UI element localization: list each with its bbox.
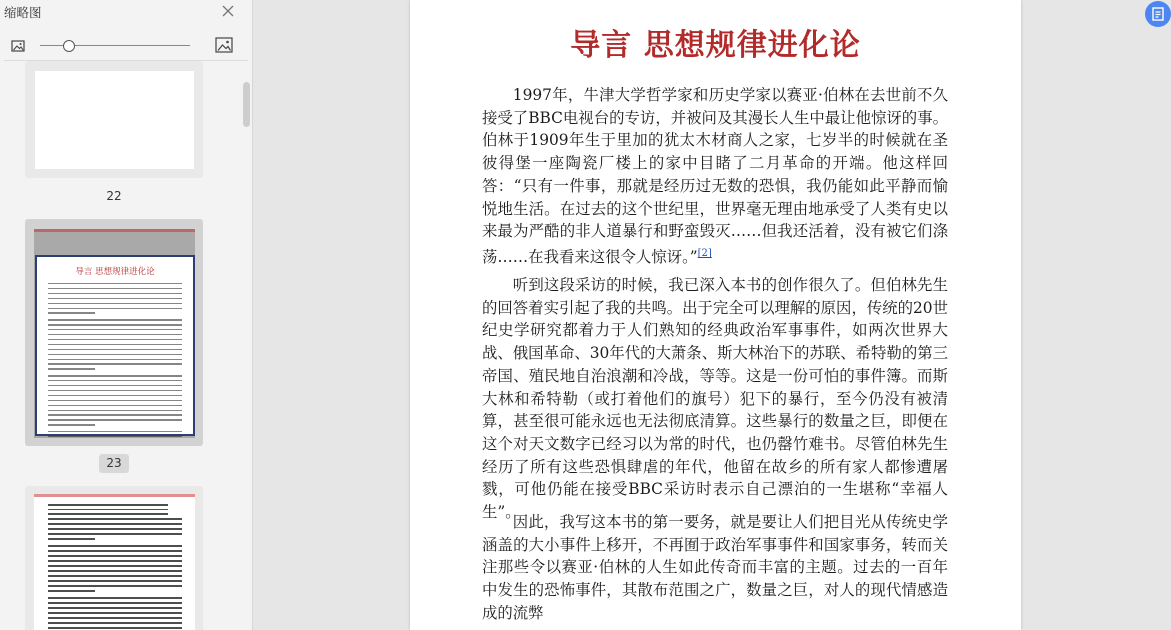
- page-number-label-current: 23: [99, 454, 129, 473]
- thumbnail-page-23-selected[interactable]: [25, 219, 203, 446]
- paragraph-2: 听到这段采访的时候，我已深入本书的创作很久了。但伯林先生的回答着实引起了我的共鸣。出于完全可以理解的原因，传统的20世纪史学研究都着力于人们熟知的经典政治军事事件，如两次世界大战、俄国革命、30年代的大萧条、斯大林治下的苏联、希特勒的第三帝国、殖民地自治浪潮和冷战，等等。这是一份可怕的事件簿。而斯大林和希特勒（或打着他们的旗号）犯下的暴行，至今仍没有被清算，甚至很可能永远也无法彻底清算。这些暴行的数量之巨，即便在这个对天文数字已经习以为常的时代，也仍罄竹难书。尽管伯林先生经历了所有这些恐惧肆虐的年代，他留在故乡的所有家人都惨遭屠戮，可他仍能在接受BBC采访时表示自己漂泊的一生堪称“幸福人生”。: [482, 276, 948, 522]
- thumbnail-page-24[interactable]: [25, 486, 203, 630]
- preview-text-line: [48, 565, 182, 567]
- preview-text-line: [48, 298, 182, 299]
- preview-header-rule: [34, 494, 195, 497]
- preview-text-line: [48, 400, 182, 401]
- preview-text-line: [48, 385, 182, 386]
- preview-text-line: [48, 504, 168, 506]
- preview-text-line: [48, 509, 168, 511]
- thumbnail-size-slider[interactable]: [40, 39, 190, 53]
- preview-text-line: [48, 283, 182, 284]
- preview-content: [35, 255, 195, 436]
- preview-text-line: [48, 319, 182, 320]
- preview-text-line: [48, 538, 95, 540]
- page-preview: [35, 71, 194, 169]
- page-preview: [34, 229, 195, 438]
- preview-text-line: [48, 414, 182, 415]
- sidebar-header: [0, 0, 252, 24]
- preview-text-line: [48, 570, 182, 572]
- preview-text-line: [48, 339, 182, 340]
- preview-text-line: [48, 344, 182, 345]
- preview-text-line: [48, 555, 182, 557]
- preview-text-line: [48, 334, 182, 335]
- preview-text-line: [48, 363, 182, 364]
- sidebar-title: 缩略图: [4, 5, 42, 20]
- preview-text-line: [48, 293, 182, 294]
- document-icon: [1151, 7, 1165, 21]
- preview-text-line: [48, 395, 182, 396]
- paragraph-1-text: 1997年，牛津大学哲学家和历史学家以赛亚·伯林在去世前不久接受了BBC电视台的专访，并被问及其漫长人生中最让他惊讶的事。伯林于1909年生于里加的犹太木材商人之家，七岁半的时候就在圣彼得堡一座陶瓷厂楼上的家中目睹了二月革命的开端。他这样回答：“只有一件事，那就是经历过无数的恐惧，我仍能如此平静而愉悦地生活。在过去的这个世纪里，世界毫无理由地承受了人类有史以来最为严酷的非人道暴行和野蛮毁灭……但我还活着，没有被它们涤荡……在我看来这很令人惊讶。”: [482, 86, 948, 267]
- preview-header-rule: [34, 229, 195, 232]
- preview-text-line: [48, 622, 182, 624]
- preview-text-line: [48, 431, 182, 432]
- page-number-label: 22: [106, 189, 122, 203]
- preview-text-line: [48, 597, 182, 599]
- preview-text-line: [48, 528, 182, 530]
- preview-text-line: [48, 368, 95, 369]
- preview-text-line: [48, 560, 182, 562]
- preview-text-line: [48, 410, 182, 411]
- preview-text-line: [48, 612, 182, 614]
- preview-text-line: [48, 312, 95, 313]
- preview-text-line: [48, 550, 182, 552]
- preview-text-line: [48, 354, 182, 355]
- preview-text-line: [48, 329, 182, 330]
- preview-text-line: [48, 419, 182, 420]
- preview-text-line: [48, 518, 182, 520]
- sidebar-scrollbar[interactable]: [243, 82, 250, 127]
- thumbnail-page-22[interactable]: [25, 61, 203, 178]
- preview-text-line: [48, 324, 182, 325]
- large-image-icon[interactable]: [215, 36, 233, 54]
- preview-text-line: [48, 513, 168, 515]
- close-icon[interactable]: [220, 3, 236, 19]
- preview-text-line: [48, 359, 182, 360]
- preview-text-line: [48, 375, 182, 376]
- preview-text-line: [48, 288, 182, 289]
- document-page: [410, 0, 1021, 630]
- preview-text-line: [48, 585, 182, 587]
- preview-title: 导言 思想规律进化论: [75, 267, 155, 277]
- slider-handle[interactable]: [63, 40, 75, 52]
- thumbnail-size-toolbar: [0, 30, 252, 60]
- thumbnail-list: [0, 61, 252, 630]
- thumbnail-sidebar: [0, 0, 253, 630]
- preview-text-line: [48, 308, 182, 309]
- paragraph-1: [482, 84, 948, 269]
- footnote-link[interactable]: [2]: [697, 247, 712, 259]
- chapter-title: 导言 思想规律进化论: [570, 28, 861, 63]
- preview-text-line: [48, 602, 182, 604]
- paragraph-3: 因此，我写这本书的第一要务，就是要让人们把目光从传统史学涵盖的大小事件上移开，不再囿于政治军事事件和国家事务，转而关注那些令以赛亚·伯林的人生如此传奇而丰富的主题。过去的一百年中发生的恐怖事件，其散布范围之广，数量之巨，对人的现代情感造成的流弊: [482, 513, 948, 622]
- preview-text-line: [48, 436, 182, 437]
- preview-text-line: [48, 424, 95, 425]
- preview-text-line: [48, 303, 182, 304]
- preview-text-line: [48, 545, 182, 547]
- small-image-icon[interactable]: [11, 38, 25, 52]
- preview-text-line: [48, 575, 182, 577]
- floating-tool-button[interactable]: [1145, 1, 1171, 27]
- preview-text-line: [48, 405, 182, 406]
- preview-text-line: [48, 380, 182, 381]
- preview-text-line: [48, 590, 95, 592]
- preview-text-line: [48, 533, 182, 535]
- preview-text-line: [48, 390, 182, 391]
- preview-text-line: [48, 349, 182, 350]
- preview-text-line: [48, 523, 182, 525]
- page-preview: [34, 494, 195, 630]
- preview-text-line: [48, 617, 182, 619]
- preview-text-line: [48, 627, 182, 629]
- document-viewer: [253, 0, 1171, 630]
- preview-text-line: [48, 580, 182, 582]
- preview-text-line: [48, 607, 182, 609]
